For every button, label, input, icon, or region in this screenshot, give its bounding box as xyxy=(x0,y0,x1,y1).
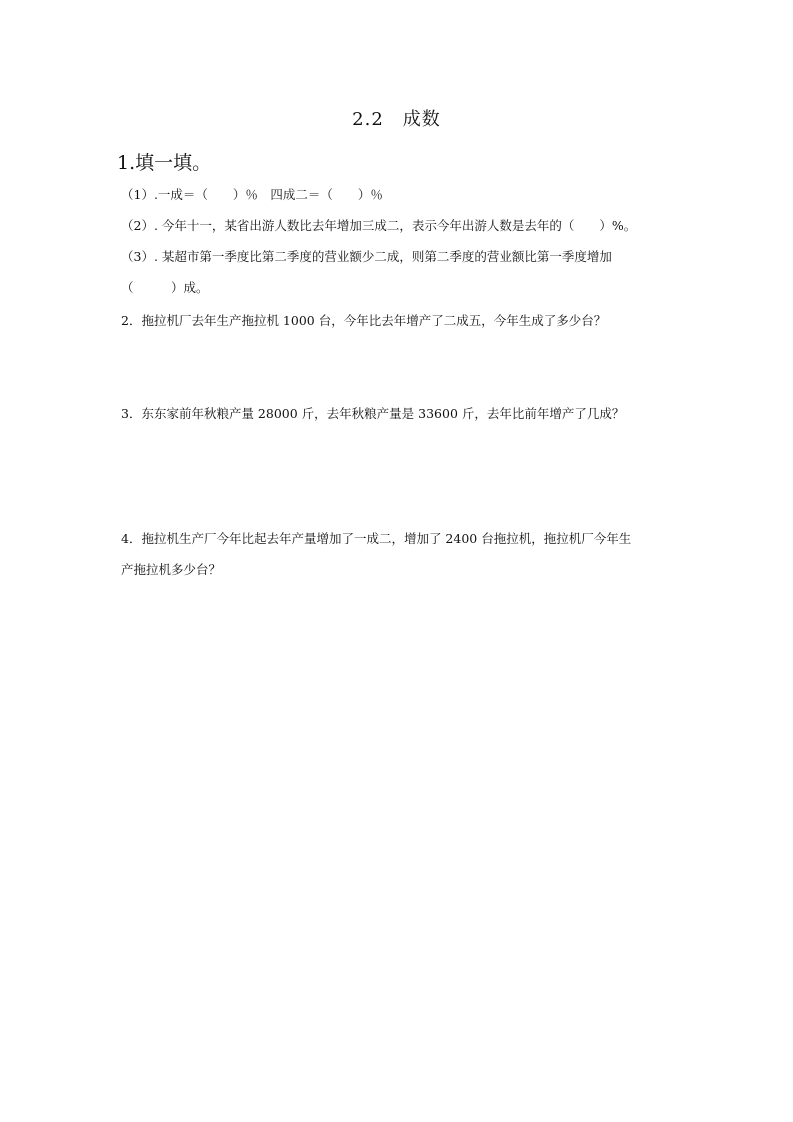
fill-item-3: （3）. 某超市第一季度比第二季度的营业额少二成，则第二季度的营业额比第一季度增加 xyxy=(121,249,612,264)
section-heading: 1.填一填。 xyxy=(117,152,212,174)
fill-item-1: （1）.一成＝（ ）％ 四成二＝（ ）％ xyxy=(121,187,383,202)
page-title: 2.2 成数 xyxy=(352,109,441,130)
question-3: 3．东东家前年秋粮产量 28000 斤，去年秋粮产量是 33600 斤，去年比前年增产了几成？ xyxy=(121,406,625,421)
fill-item-3-cont: （ ）成。 xyxy=(121,280,209,295)
fill-item-2: （2）. 今年十一，某省出游人数比去年增加三成二，表示今年出游人数是去年的（ ）%。 xyxy=(121,218,637,233)
question-4: 4．拖拉机生产厂今年比起去年产量增加了一成二，增加了 2400 台拖拉机，拖拉机厂今年生 xyxy=(121,531,632,546)
question-2: 2．拖拉机厂去年生产拖拉机 1000 台，今年比去年增产了二成五，今年生成了多少台？ xyxy=(121,313,607,328)
question-4-cont: 产拖拉机多少台？ xyxy=(121,562,222,577)
